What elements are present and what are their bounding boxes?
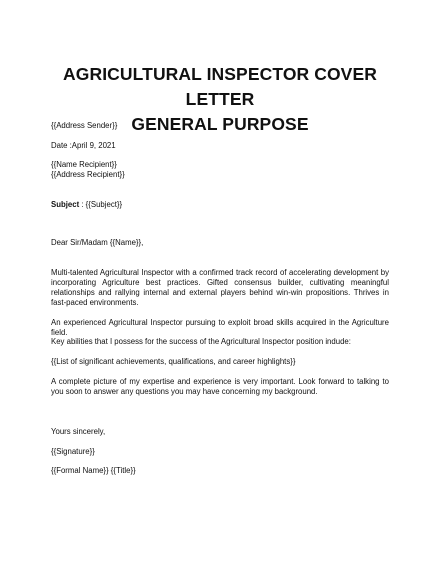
- document-title-line2: GENERAL PURPOSE: [131, 114, 309, 134]
- paragraph-achievements: {{List of significant achievements, qualifications, and career highlights}}: [51, 357, 296, 366]
- address-sender: {{Address Sender}}: [51, 121, 118, 130]
- closing: Yours sincerely,: [51, 427, 106, 436]
- subject-line: [51, 200, 122, 210]
- formal-name-title: {{Formal Name}} {{Title}}: [51, 466, 136, 475]
- paragraph-intro: Multi-talented Agricultural Inspector with a confirmed track record of accelerating development by incorporating Agriculture best practices. Gifted consensus builder, cultivating meaningful relationships and rallying internal and external players behind win-win propositions. Thrives in fast-paced environments.: [51, 268, 389, 307]
- subject-value: : {{Subject}}: [79, 200, 123, 209]
- salutation: Dear Sir/Madam {{Name}},: [51, 238, 144, 247]
- signature: {{Signature}}: [51, 447, 95, 456]
- address-recipient: {{Address Recipient}}: [51, 170, 125, 179]
- paragraph-key-abilities: Key abilities that I possess for the success of the Agricultural Inspector position indude:: [51, 337, 351, 346]
- document-title-line1: AGRICULTURAL INSPECTOR COVER LETTER: [63, 64, 377, 109]
- paragraph-closing-remarks: A complete picture of my expertise and experience is very important. Look forward to talking to you soon to answer any questions you may have concerning my background.: [51, 377, 389, 396]
- subject-label: Subject: [51, 200, 80, 209]
- name-recipient: {{Name Recipient}}: [51, 160, 117, 169]
- letter-date: Date :April 9, 2021: [51, 141, 116, 150]
- paragraph-experience: An experienced Agricultural Inspector pursuing to exploit broad skills acquired in the Agriculture field.: [51, 318, 389, 337]
